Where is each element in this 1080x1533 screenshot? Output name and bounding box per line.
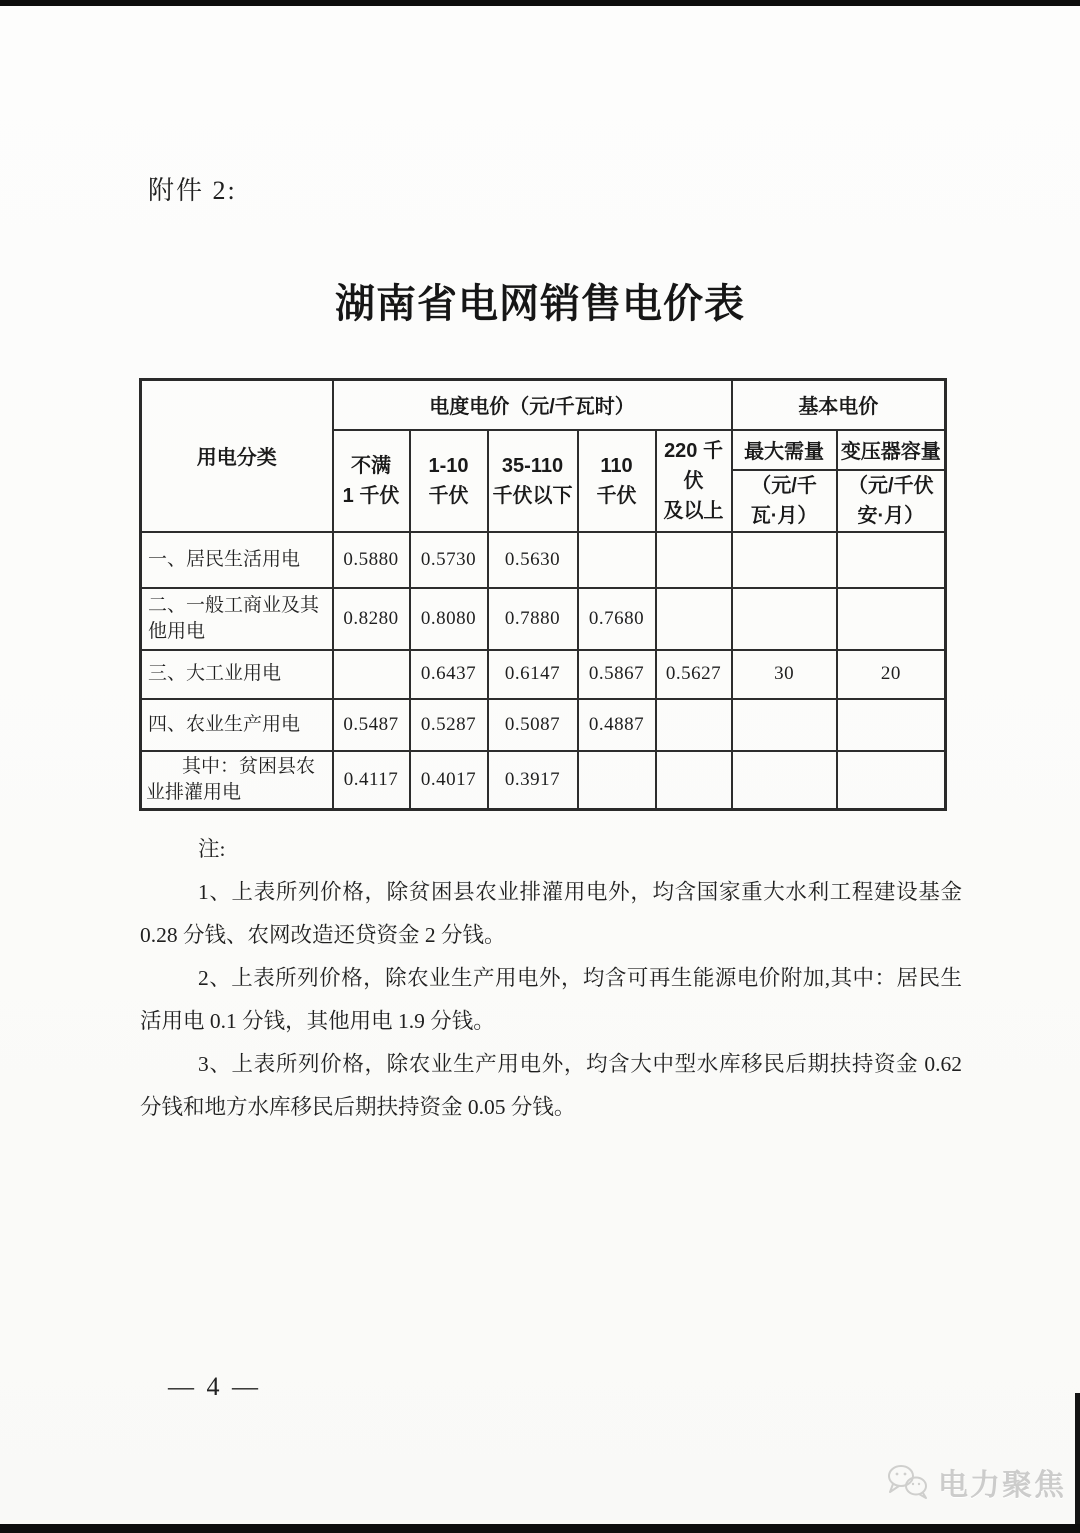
page-title: 湖南省电网销售电价表 [335,282,745,326]
price-cell: 0.4017 [410,751,488,810]
note-item: 1、上表所列价格，除贫困县农业排灌用电外，均含国家重大水利工程建设基金 0.28 分钱、农网改造还贷资金 2 分钱。 [140,880,962,947]
price-cell [333,650,410,699]
subheader-line: 千伏以下 [492,484,573,507]
table-row [141,532,946,588]
note-item: 2、上表所列价格，除农业生产用电外，均含可再生能源电价附加,其中：居民生活用电 0.1 分钱，其他用电 1.9 分钱。 [140,966,962,1033]
price-cell: 0.5630 [488,532,578,588]
price-cell: 0.5287 [410,699,488,751]
unit-line: （元/千伏 [848,474,934,497]
subheader-line: 35-110 [501,454,564,477]
scan-edge-top [0,0,1080,6]
energy-subheader-cell [656,430,732,532]
energy-subheader-cell [333,430,410,532]
notes-section [140,828,962,1129]
table-row [141,751,946,810]
price-cell: 0.5627 [656,650,732,699]
unit-line: 瓦·月） [750,504,818,527]
unit-line: 安·月） [857,504,925,527]
subheader-line: 220 千伏 [664,439,723,492]
basic-name-cell: 最大需量 [732,430,837,470]
price-cell: 0.6437 [410,650,488,699]
subheader-line: 及以上 [663,499,724,522]
price-cell [578,751,656,810]
price-cell [732,699,837,751]
corner-header-cell: 用电分类 [141,380,333,532]
price-cell [732,751,837,810]
basic-unit-cell [837,470,946,532]
price-cell [656,588,732,650]
unit-line: （元/千 [751,474,817,497]
wechat-icon [886,1463,930,1501]
scan-edge-right [1075,1393,1080,1533]
price-cell: 0.8280 [333,588,410,650]
note-item: 3、上表所列价格，除农业生产用电外，均含大中型水库移民后期扶持资金 0.62 分钱和地方水库移民后期扶持资金 0.05 分钱。 [140,1052,962,1119]
watermark [886,1460,1066,1504]
basic-group-header-cell: 基本电价 [732,380,946,430]
notes-header: 注: [198,837,226,861]
price-cell: 0.7680 [578,588,656,650]
scan-edge-bottom [0,1524,1080,1533]
price-cell: 0.4117 [333,751,410,810]
energy-subheader-cell [488,430,578,532]
table-row [141,699,946,751]
subheader-line: 千伏 [428,484,469,507]
energy-subheader-cell [410,430,488,532]
price-cell [656,532,732,588]
price-cell: 0.5087 [488,699,578,751]
subheader-line: 110 [600,454,633,477]
price-table [139,378,947,811]
price-cell: 0.7880 [488,588,578,650]
price-cell [837,751,946,810]
price-cell [578,532,656,588]
subheader-line: 1-10 [428,454,469,477]
attachment-label: 附件 2: [148,176,237,205]
subheader-line: 不满 [351,454,391,477]
row-label-cell: 四、农业生产用电 [141,699,333,751]
price-cell: 0.5487 [333,699,410,751]
page-number: — 4 — [168,1372,261,1401]
table-row [141,588,946,650]
price-cell: 0.8080 [410,588,488,650]
row-label-cell: 一、居民生活用电 [141,532,333,588]
row-label-cell: 三、大工业用电 [141,650,333,699]
price-cell: 0.5880 [333,532,410,588]
price-cell: 0.3917 [488,751,578,810]
price-cell: 0.4887 [578,699,656,751]
energy-group-header-cell: 电度电价（元/千瓦时） [333,380,732,430]
price-cell [837,588,946,650]
table-row [141,650,946,699]
subheader-line: 1 千伏 [342,484,400,507]
price-cell [732,532,837,588]
price-cell [732,588,837,650]
price-cell: 20 [837,650,946,699]
table-header-group-row [141,380,946,430]
subheader-line: 千伏 [596,484,637,507]
price-cell: 0.5867 [578,650,656,699]
price-cell: 30 [732,650,837,699]
price-cell: 0.6147 [488,650,578,699]
price-cell [837,532,946,588]
basic-name-cell: 变压器容量 [837,430,946,470]
price-cell: 0.5730 [410,532,488,588]
energy-subheader-cell [578,430,656,532]
row-label-cell: 其中：贫困县农业排灌用电 [141,751,333,810]
basic-unit-cell [732,470,837,532]
price-cell [837,699,946,751]
row-label-cell: 二、一般工商业及其他用电 [141,588,333,650]
price-cell [656,751,732,810]
watermark-text: 电力聚焦 [938,1469,1066,1502]
price-cell [656,699,732,751]
